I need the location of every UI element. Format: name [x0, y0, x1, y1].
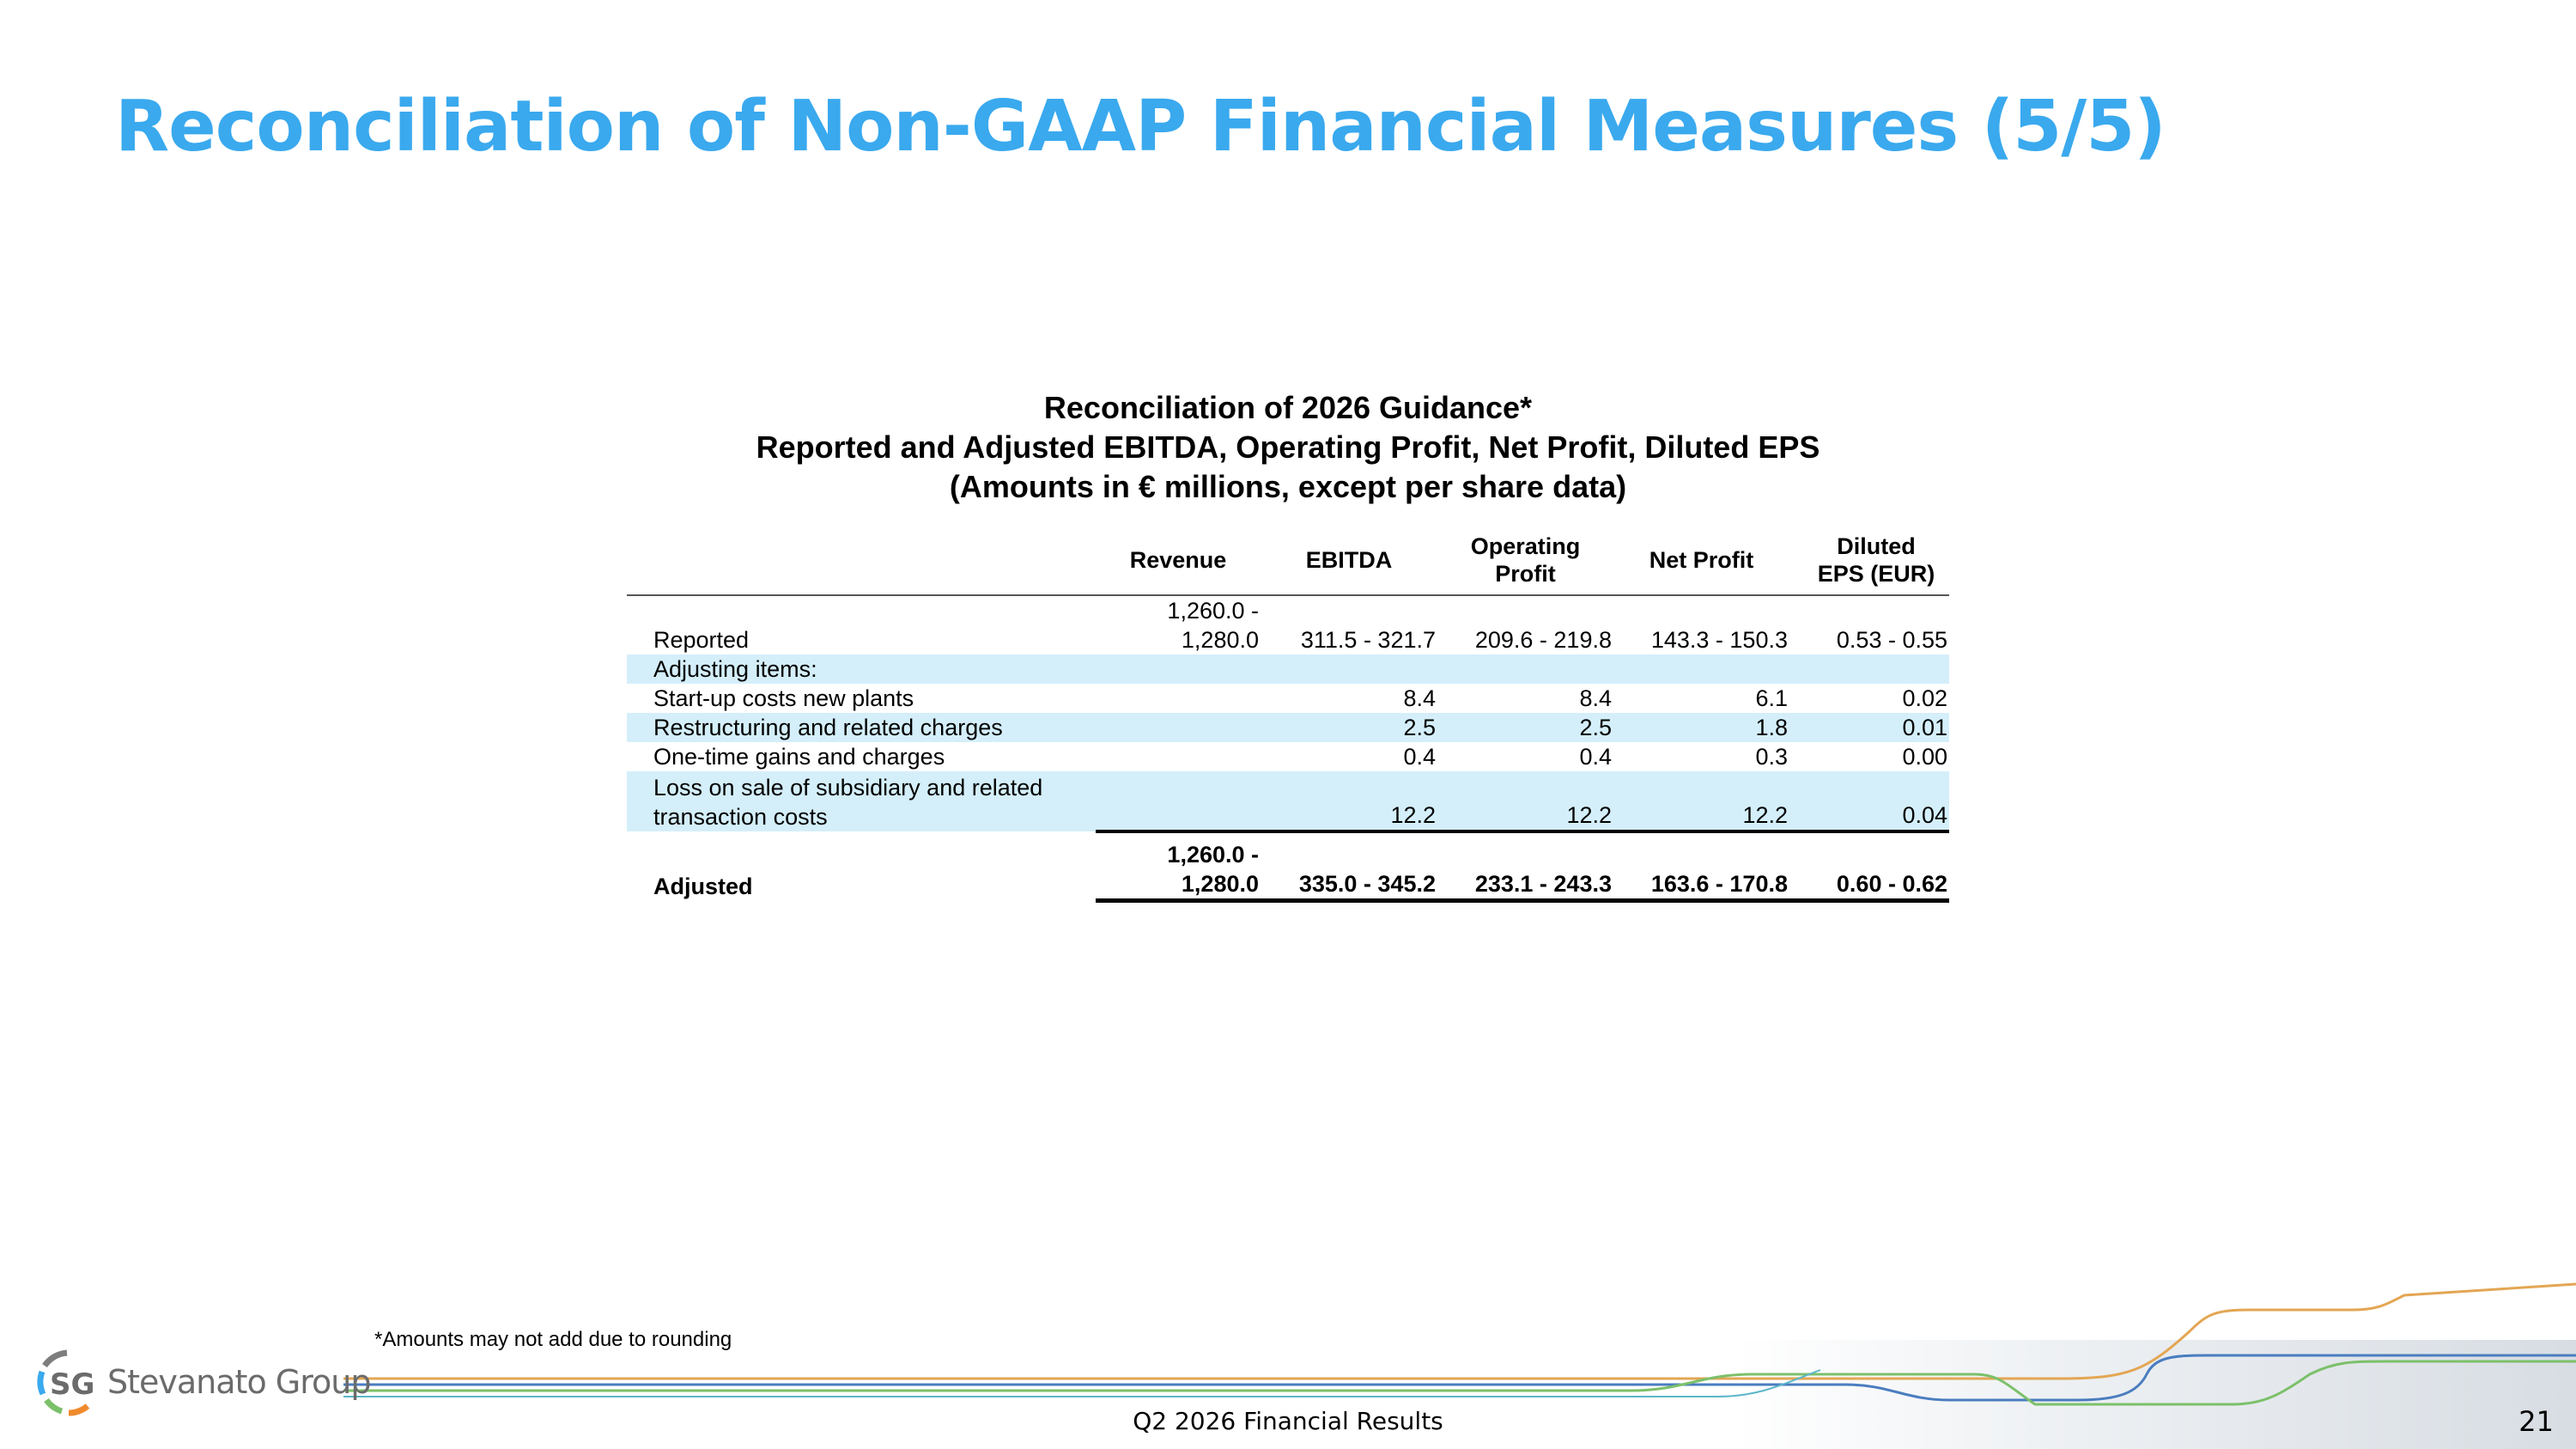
reconciliation-table [627, 526, 1949, 903]
cell-diluted-eps: 0.53 - 0.55 [1836, 627, 1947, 653]
header-operating-profit: Operating Profit [1437, 526, 1613, 595]
cell-operating-profit: 8.4 [1579, 685, 1612, 711]
page-number: 21 [2518, 1405, 2554, 1438]
cell-revenue: 1,260.0 - 1,280.0 [1096, 831, 1261, 901]
table-row-one-time-gains [627, 742, 1949, 771]
cell-operating-profit: 12.2 [1437, 771, 1613, 831]
cell-diluted-eps [1789, 654, 1949, 684]
footnote: *Amounts may not add due to rounding [374, 1328, 732, 1351]
row-label: Loss on sale of subsidiary and related transaction costs [627, 771, 1096, 831]
slide-title: Reconciliation of Non-GAAP Financial Measures (5/5) [115, 86, 2166, 167]
table-heading-line1: Reconciliation of 2026 Guidance* [1043, 390, 1533, 425]
row-label: One-time gains and charges [653, 744, 945, 770]
cell-diluted-eps: 0.60 - 0.62 [1789, 831, 1949, 901]
header-net-profit: Net Profit [1613, 526, 1789, 595]
header-diluted-eps: Diluted EPS (EUR) [1789, 526, 1949, 595]
cell-diluted-eps: 0.02 [1902, 685, 1947, 711]
cell-revenue [1096, 713, 1261, 742]
cell-revenue [1096, 742, 1261, 771]
cell-net-profit: 12.2 [1613, 771, 1789, 831]
table-row-adjusting-items [627, 654, 1949, 684]
cell-operating-profit: 233.1 - 243.3 [1437, 831, 1613, 901]
cell-net-profit: 1.8 [1613, 713, 1789, 742]
logo-wordmark: Stevanato Group [107, 1363, 371, 1401]
cell-net-profit: 143.3 - 150.3 [1650, 627, 1788, 653]
cell-ebitda: 335.0 - 345.2 [1261, 831, 1437, 901]
cell-net-profit: 6.1 [1755, 685, 1788, 711]
row-label: Adjusting items: [627, 654, 1096, 684]
cell-ebitda: 311.5 - 321.7 [1300, 627, 1436, 653]
row-label: Restructuring and related charges [627, 713, 1096, 742]
cell-ebitda: 8.4 [1403, 685, 1436, 711]
cell-operating-profit: 209.6 - 219.8 [1474, 627, 1612, 653]
footer-label: Q2 2026 Financial Results [1133, 1407, 1443, 1435]
header-revenue: Revenue [1096, 526, 1261, 595]
cell-ebitda: 2.5 [1261, 713, 1437, 742]
cell-revenue [1096, 684, 1261, 713]
table-heading-line2: Reported and Adjusted EBITDA, Operating Profit, Net Profit, Diluted EPS [756, 429, 1820, 465]
table-heading-line3: (Amounts in € millions, except per share data) [949, 469, 1627, 504]
cell-ebitda [1261, 654, 1437, 684]
cell-operating-profit [1437, 654, 1613, 684]
row-label: Start-up costs new plants [653, 685, 914, 711]
cell-operating-profit: 2.5 [1437, 713, 1613, 742]
cell-diluted-eps: 0.04 [1789, 771, 1949, 831]
row-label: Adjusted [653, 873, 753, 899]
footer-decorative-lines [343, 1280, 2576, 1409]
table-row-reported [627, 595, 1949, 654]
cell-operating-profit: 0.4 [1579, 744, 1612, 770]
table-heading [627, 388, 1949, 507]
cell-ebitda: 12.2 [1261, 771, 1437, 831]
cell-ebitda: 0.4 [1403, 744, 1436, 770]
header-ebitda: EBITDA [1261, 526, 1437, 595]
row-label: Reported [653, 627, 750, 653]
table-row-startup-costs [627, 684, 1949, 713]
cell-revenue: 1,260.0 - 1,280.0 [1167, 598, 1259, 653]
cell-net-profit: 0.3 [1755, 744, 1788, 770]
logo-monogram: SG [50, 1367, 95, 1402]
cell-revenue [1096, 654, 1261, 684]
table-row-loss-on-sale [627, 771, 1949, 831]
header-blank [627, 526, 1096, 595]
table-header-row [627, 526, 1949, 595]
cell-net-profit [1613, 654, 1789, 684]
cell-net-profit: 163.6 - 170.8 [1613, 831, 1789, 901]
cell-diluted-eps: 0.01 [1789, 713, 1949, 742]
cell-revenue [1096, 771, 1261, 831]
cell-diluted-eps: 0.00 [1902, 744, 1947, 770]
table-row-restructuring [627, 713, 1949, 742]
table-row-adjusted [627, 831, 1949, 901]
